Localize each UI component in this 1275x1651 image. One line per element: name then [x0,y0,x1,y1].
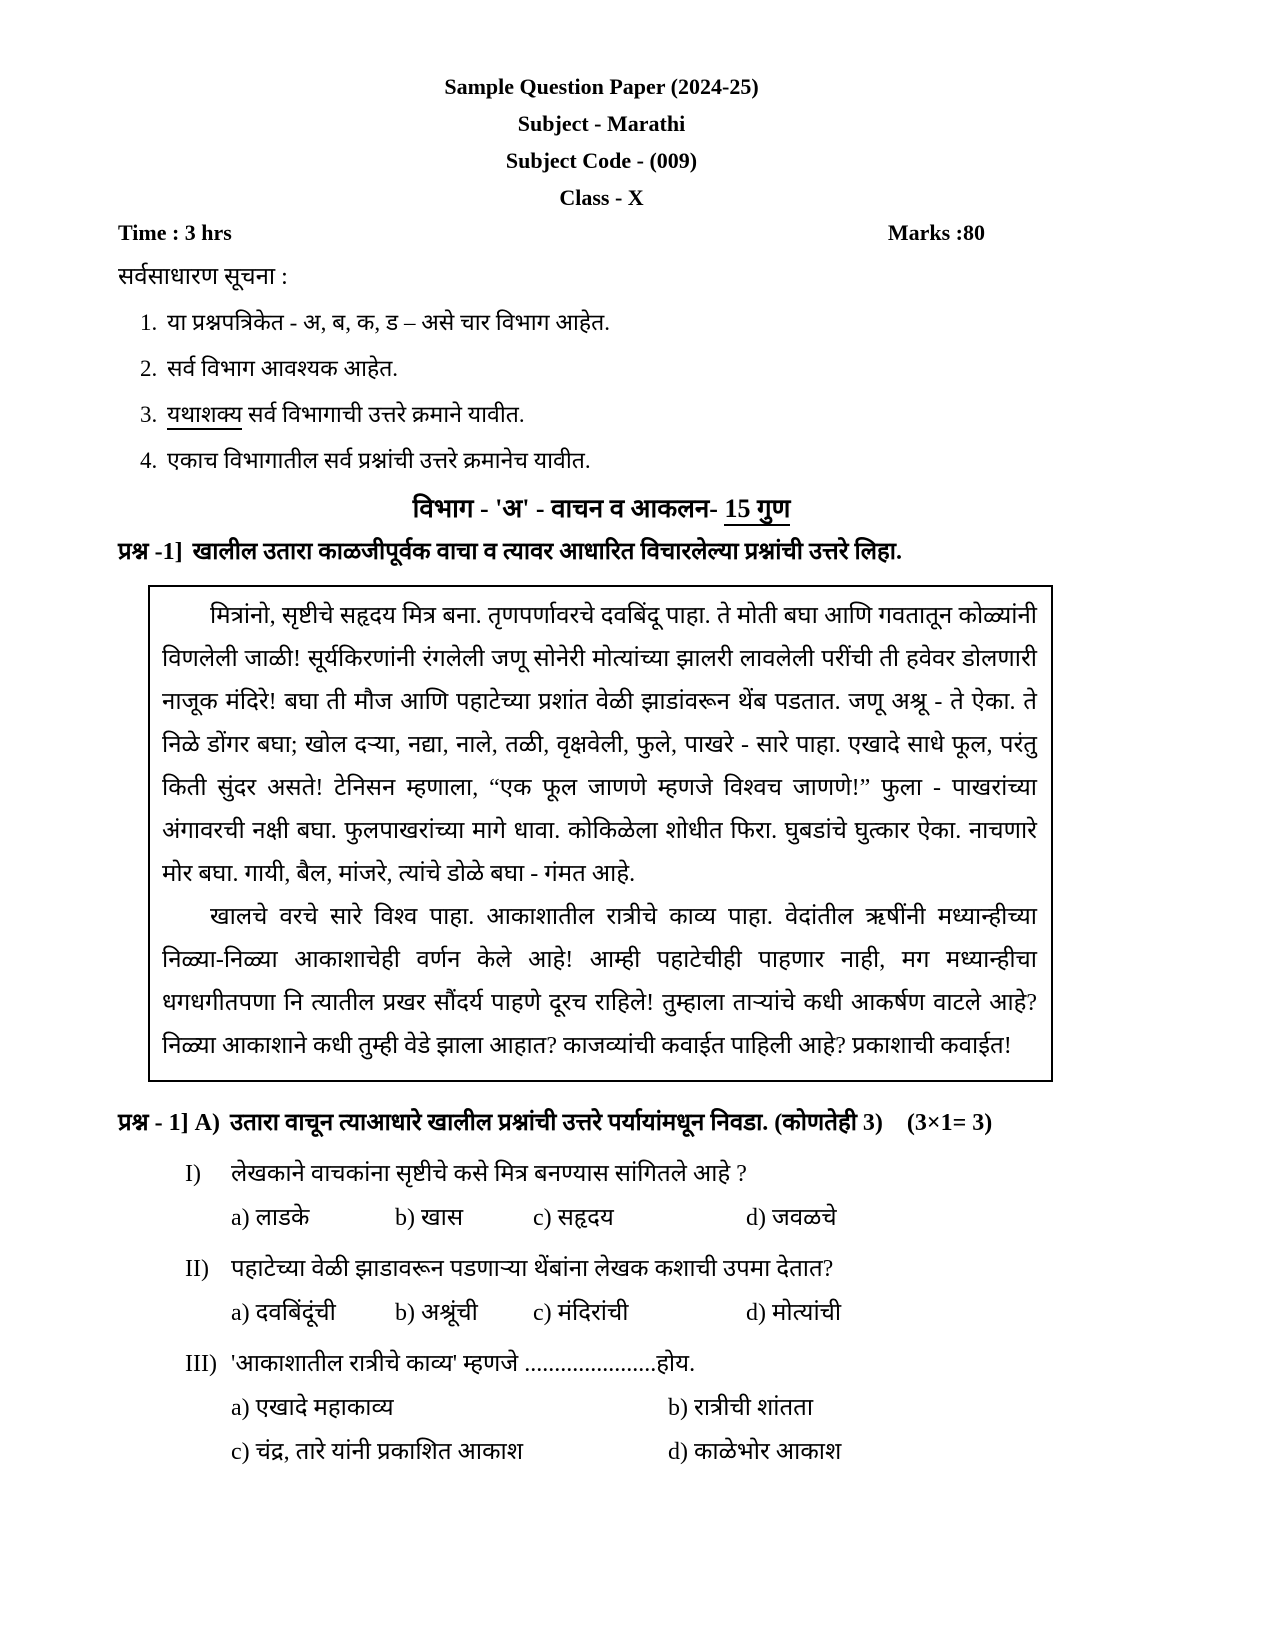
paper-title: Sample Question Paper (2024-25) [444,74,759,99]
instruction-text: सर्व विभाग आवश्यक आहेत. [167,356,399,381]
mcq-option-a [231,1202,389,1235]
option-label: a) [231,1395,250,1421]
section-a-title: विभाग - 'अ' - वाचन व आकलन- [412,494,725,523]
general-instructions [118,260,1175,477]
section-a-heading [118,491,1085,527]
mcq-text: पहाटेच्या वेळी झाडावरून पडणाऱ्या थेंबांना लेखक कशाची उपमा देतात? [231,1256,834,1282]
paper-class: Class - X [559,185,644,210]
mcq-question-1 [185,1158,1175,1235]
option-label: d) [668,1439,688,1465]
passage-box [148,585,1053,1082]
instruction-text-rest: सर्व विभागाची उत्तरे क्रमाने यावीत. [242,402,525,427]
question-1-heading [118,535,1175,569]
mcq-option-d [746,1297,841,1330]
mcq-number: III) [185,1351,217,1377]
mcq-question-line [185,1158,1175,1191]
mcq-text: लेखकाने वाचकांना सृष्टीचे कसे मित्र बनण्यास सांगितले आहे ? [231,1161,747,1187]
option-text: अश्रूंची [421,1300,478,1326]
option-text: लाडके [255,1205,310,1231]
option-text: रात्रीची शांतता [694,1395,814,1421]
option-text: चंद्र, तारे यांनी प्रकाशित आकाश [255,1439,524,1465]
instruction-number: 2. [140,356,158,381]
mcq-option-c [533,1202,740,1235]
instruction-text: या प्रश्नपत्रिकेत - अ, ब, क, ड – असे चार विभाग आहेत. [167,310,610,335]
question-1a-marks: (3×1= 3) [906,1110,993,1136]
mcq-options [231,1392,1175,1469]
question-1a-heading [118,1106,1175,1140]
option-text: खास [421,1205,464,1231]
option-label: b) [668,1395,688,1421]
mcq-question-line [185,1253,1175,1286]
time-marks-row [118,218,1085,248]
option-text: काळेभोर आकाश [694,1439,842,1465]
mcq-option-c [533,1297,740,1330]
mcq-question-line [185,1348,1175,1381]
instruction-text: एकाच विभागातील सर्व प्रश्नांची उत्तरे क्रमानेच यावीत. [167,448,591,473]
mcq-question-2 [185,1253,1175,1330]
option-label: a) [231,1300,250,1326]
mcq-number: II) [185,1256,209,1282]
time-allowed: Time : 3 hrs [118,220,232,245]
instruction-number: 1. [140,310,158,335]
option-label: b) [395,1205,415,1231]
paper-subject-code: Subject Code - (009) [505,148,698,173]
option-text: सहृदय [557,1205,614,1231]
question-1-text: खालील उतारा काळजीपूर्वक वाचा व त्यावर आधारित विचारलेल्या प्रश्नांची उत्तरे लिहा. [192,539,902,565]
mcq-option-a [231,1392,668,1425]
document-header [118,68,1085,216]
option-label: d) [746,1300,766,1326]
option-text: दवबिंदूंची [255,1300,336,1326]
instruction-item-1 [140,306,1175,339]
mcq-options [231,1202,1175,1235]
option-text: एखादे महाकाव्य [255,1395,394,1421]
mcq-option-b [395,1297,527,1330]
instruction-item-3 [140,398,1175,431]
mcq-option-d [746,1202,837,1235]
option-label: b) [395,1300,415,1326]
mcq-number: I) [185,1161,201,1187]
option-text: मोत्यांची [772,1300,842,1326]
option-label: c) [533,1300,552,1326]
instruction-number: 4. [140,448,158,473]
instruction-item-2 [140,352,1175,385]
mcq-option-a [231,1297,389,1330]
section-a-marks: 15 गुण [724,494,790,526]
instructions-heading: सर्वसाधारण सूचना : [118,264,288,290]
instruction-text [167,398,525,431]
mcq-options [231,1297,1175,1330]
underlined-word: यथाशक्य [167,402,242,430]
mcq-text: 'आकाशातील रात्रीचे काव्य' म्हणजे ......................होय. [231,1351,696,1377]
instruction-item-4 [140,444,1175,477]
mcq-question-3 [185,1348,1175,1469]
option-text: मंदिरांची [557,1300,629,1326]
question-1-label: प्रश्न -1] [118,539,183,565]
option-label: a) [231,1205,250,1231]
instruction-number: 3. [140,402,158,427]
paper-subject: Subject - Marathi [517,111,686,136]
total-marks: Marks :80 [887,220,985,245]
option-label: c) [231,1439,250,1465]
question-1a-text: उतारा वाचून त्याआधारे खालील प्रश्नांची उत्तरे पर्यायांमधून निवडा. (कोणतेही 3) [229,1110,883,1136]
mcq-option-b [395,1202,527,1235]
option-label: c) [533,1205,552,1231]
passage-paragraph-1: मित्रांनो, सृष्टीचे सहृदय मित्र बना. तृणपर्णावरचे दवबिंदू पाहा. ते मोती बघा आणि गवतातून कोळ्यांनी विणलेली जाळी! सूर्यकिरणांनी रंगलेली जणू सोनेरी मोत्यांच्या झालरी लावलेली परींची ती हवेवर डोलणारी नाजूक मंदिरे! बघा ती मौज आणि पहाटेच्या प्रशांत वेळी झाडांवरून थेंब पडतात. जणू अश्रू - ते ऐका. ते निळे डोंगर बघा; खोल दऱ्या, नद्या, नाले, तळी, वृक्षवेली, फुले, पाखरे - सारे पाहा. एखादे साधे फूल, परंतु किती सुंदर असते! टेनिसन म्हणाला, “एक फूल जाणणे म्हणजे विश्वच जाणणे!” फुला - पाखरांच्या अंगावरची नक्षी बघा. फुलपाखरांच्या मागे धावा. कोकिळेला शोधीत फिरा. घुबडांचे घुत्कार ऐका. नाचणारे मोर बघा. गायी, बैल, मांजरे, त्यांचे डोळे बघा - गंमत आहे. [162,603,1037,887]
question-1a-label: प्रश्न - 1] A) [118,1110,220,1136]
passage-paragraph-2: खालचे वरचे सारे विश्व पाहा. आकाशातील रात्रीचे काव्य पाहा. वेदांतील ऋषींनी मध्यान्हीच्या निळ्या-निळ्या आकाशाचेही वर्णन केले आहे! आम्ही पहाटेचीही पाहणार नाही, मग मध्यान्हीचा धगधगीतपणा नि त्यातील प्रखर सौंदर्य पाहणे दूरच राहिले! तुम्हाला ताऱ्यांचे कधी आकर्षण वाटले आहे? निळ्या आकाशाने कधी तुम्ही वेडे झाला आहात? काजव्यांची कवाईत पाहिली आहे? प्रकाशाची कवाईत! [162,904,1037,1059]
option-text: जवळचे [772,1205,837,1231]
mcq-option-d [668,1436,1175,1469]
mcq-option-c [231,1436,668,1469]
mcq-option-b [668,1392,1175,1425]
option-label: d) [746,1205,766,1231]
